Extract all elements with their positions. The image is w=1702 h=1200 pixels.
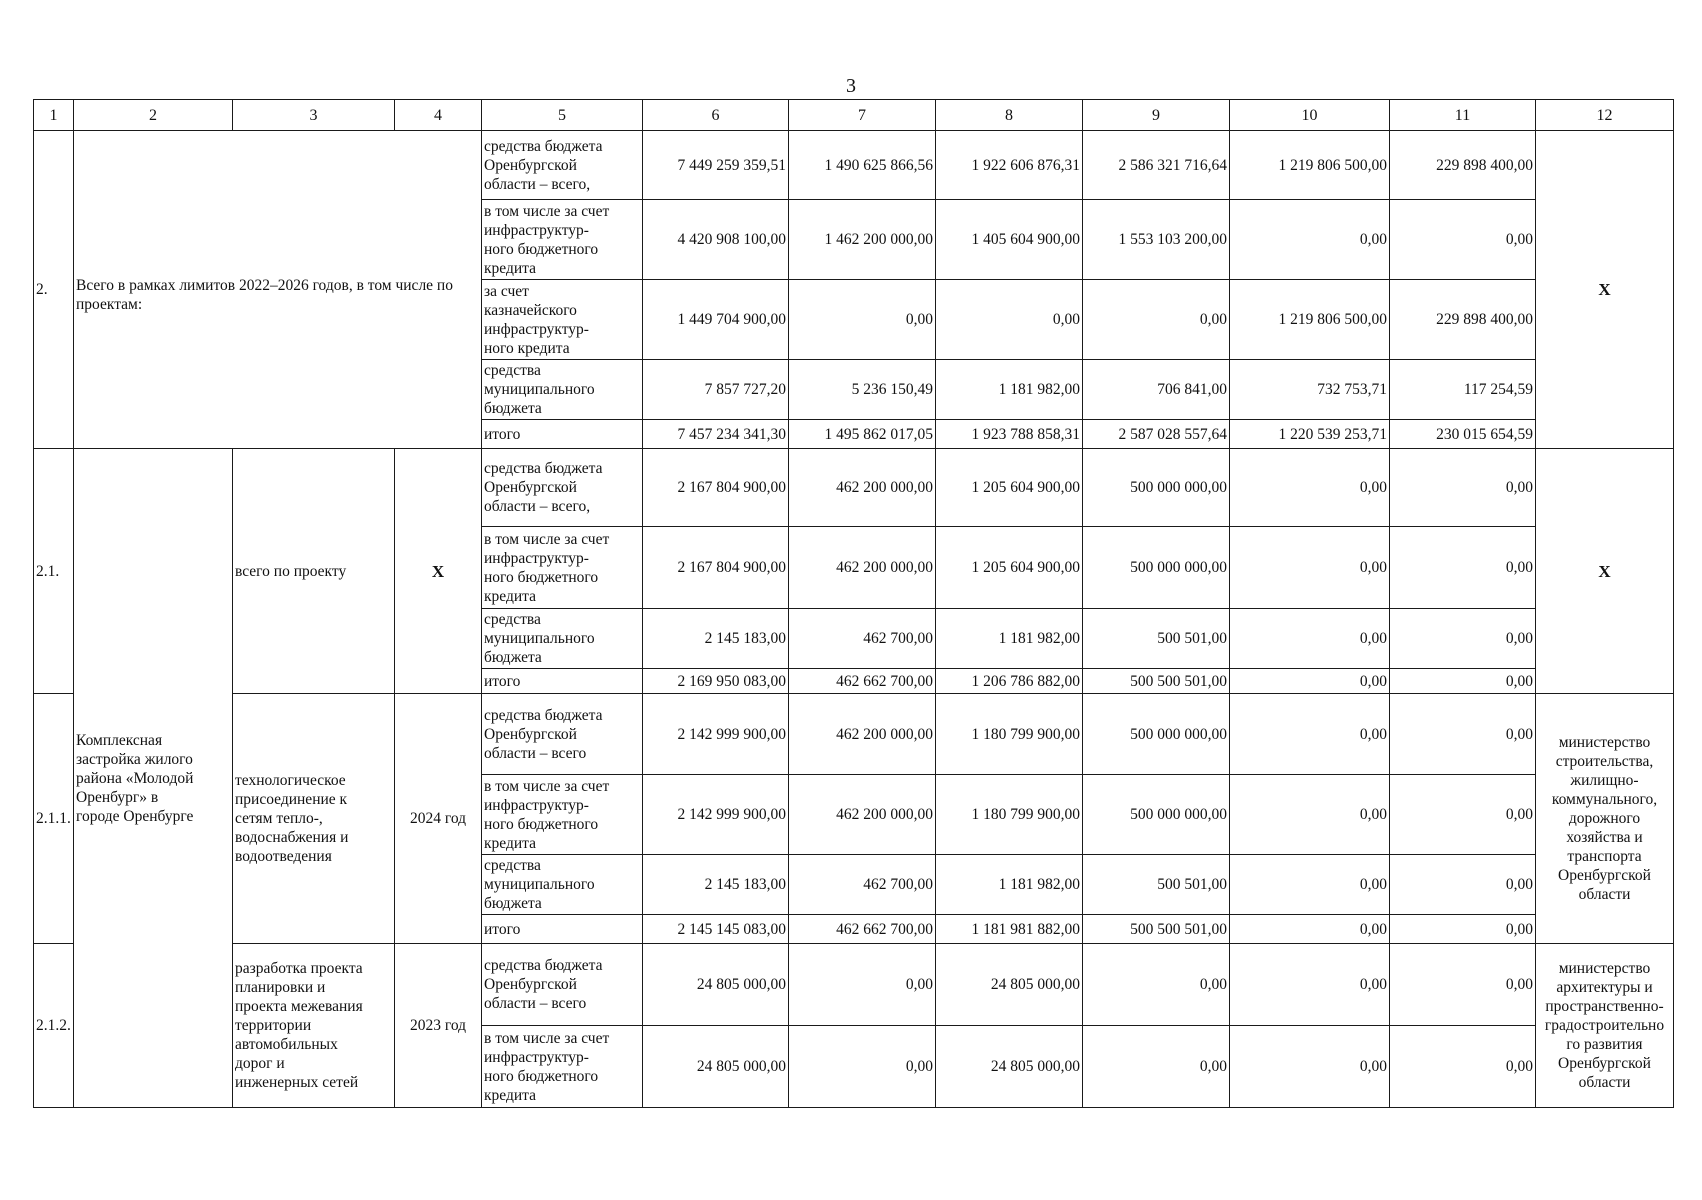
year-cell: 2023 год	[395, 944, 482, 1108]
total-cell: 462 662 700,00	[789, 669, 936, 694]
value-cell: 706 841,00	[1083, 360, 1230, 420]
value-cell: 462 700,00	[789, 855, 936, 915]
header-cell: 5	[482, 100, 643, 131]
value-cell: 500 501,00	[1083, 855, 1230, 915]
total-cell: 1 220 539 253,71	[1230, 420, 1390, 449]
source-label: за счет казначейского инфраструктур- ного кредита	[482, 280, 643, 360]
header-cell: 3	[233, 100, 395, 131]
value-cell: 2 167 804 900,00	[643, 527, 789, 609]
value-cell: 7 449 259 359,51	[643, 131, 789, 200]
value-cell: 1 405 604 900,00	[936, 200, 1083, 280]
total-cell: 500 500 501,00	[1083, 915, 1230, 944]
source-label: в том числе за счет инфраструктур- ного бюджетного кредита	[482, 1026, 643, 1108]
x-mark: X	[1536, 449, 1674, 694]
header-row	[34, 100, 1674, 131]
source-label: средства муниципального бюджета	[482, 609, 643, 669]
value-cell: 0,00	[789, 280, 936, 360]
value-cell: 4 420 908 100,00	[643, 200, 789, 280]
table-row	[34, 131, 1674, 200]
total-cell: 2 587 028 557,64	[1083, 420, 1230, 449]
activity-name: технологическое присоединение к сетям тепло-, водоснабжения и водоотведения	[233, 694, 395, 944]
source-label: средства бюджета Оренбургской области – всего	[482, 694, 643, 775]
value-cell: 0,00	[1230, 855, 1390, 915]
project-name: Комплексная застройка жилого района «Молодой Оренбург» в городе Оренбурге	[74, 449, 233, 1108]
source-label: в том числе за счет инфраструктур- ного бюджетного кредита	[482, 527, 643, 609]
header-cell: 2	[74, 100, 233, 131]
value-cell: 0,00	[1390, 449, 1536, 527]
row-number: 2.1.1.	[34, 694, 74, 944]
total-cell: 1 206 786 882,00	[936, 669, 1083, 694]
source-label: средства бюджета Оренбургской области – всего,	[482, 131, 643, 200]
value-cell: 0,00	[1230, 449, 1390, 527]
total-cell: 230 015 654,59	[1390, 420, 1536, 449]
value-cell: 462 700,00	[789, 609, 936, 669]
value-cell: 1 553 103 200,00	[1083, 200, 1230, 280]
value-cell: 2 145 183,00	[643, 609, 789, 669]
value-cell: 24 805 000,00	[936, 944, 1083, 1026]
value-cell: 0,00	[1230, 527, 1390, 609]
project-scope: всего по проекту	[233, 449, 395, 694]
table-row	[34, 449, 1674, 527]
value-cell: 229 898 400,00	[1390, 280, 1536, 360]
value-cell: 1 490 625 866,56	[789, 131, 936, 200]
value-cell: 1 449 704 900,00	[643, 280, 789, 360]
source-label: итого	[482, 915, 643, 944]
value-cell: 0,00	[1390, 694, 1536, 775]
value-cell: 0,00	[936, 280, 1083, 360]
value-cell: 1 181 982,00	[936, 360, 1083, 420]
value-cell: 500 000 000,00	[1083, 449, 1230, 527]
header-cell: 9	[1083, 100, 1230, 131]
responsible-ministry: министерство строительства, жилищно- коммунального, дорожного хозяйства и транспорта Оренбургской области	[1536, 694, 1674, 944]
responsible-ministry: министерство архитектуры и пространственно- градостроительно го развития Оренбургской области	[1536, 944, 1674, 1108]
row-number: 2.1.2.	[34, 944, 74, 1108]
value-cell: 732 753,71	[1230, 360, 1390, 420]
value-cell: 24 805 000,00	[643, 944, 789, 1026]
value-cell: 24 805 000,00	[936, 1026, 1083, 1108]
x-mark: X	[395, 449, 482, 694]
source-label: в том числе за счет инфраструктур- ного бюджетного кредита	[482, 200, 643, 280]
total-cell: 0,00	[1230, 669, 1390, 694]
value-cell: 1 181 982,00	[936, 855, 1083, 915]
value-cell: 500 000 000,00	[1083, 694, 1230, 775]
value-cell: 0,00	[1390, 1026, 1536, 1108]
total-cell: 500 500 501,00	[1083, 669, 1230, 694]
total-cell: 0,00	[1390, 669, 1536, 694]
value-cell: 0,00	[789, 944, 936, 1026]
value-cell: 0,00	[1390, 200, 1536, 280]
total-cell: 2 145 145 083,00	[643, 915, 789, 944]
value-cell: 0,00	[789, 1026, 936, 1108]
value-cell: 0,00	[1230, 1026, 1390, 1108]
value-cell: 1 180 799 900,00	[936, 775, 1083, 855]
value-cell: 500 000 000,00	[1083, 775, 1230, 855]
value-cell: 7 857 727,20	[643, 360, 789, 420]
value-cell: 2 142 999 900,00	[643, 694, 789, 775]
value-cell: 0,00	[1230, 200, 1390, 280]
budget-table	[33, 99, 1674, 1108]
value-cell: 462 200 000,00	[789, 694, 936, 775]
value-cell: 1 219 806 500,00	[1230, 131, 1390, 200]
value-cell: 0,00	[1390, 775, 1536, 855]
total-cell: 7 457 234 341,30	[643, 420, 789, 449]
source-label: средства муниципального бюджета	[482, 360, 643, 420]
value-cell: 2 586 321 716,64	[1083, 131, 1230, 200]
section-title: Всего в рамках лимитов 2022–2026 годов, в том числе по проектам:	[74, 131, 482, 449]
header-cell: 8	[936, 100, 1083, 131]
source-label: итого	[482, 420, 643, 449]
header-cell: 4	[395, 100, 482, 131]
value-cell: 0,00	[1230, 944, 1390, 1026]
source-label: средства муниципального бюджета	[482, 855, 643, 915]
value-cell: 1 205 604 900,00	[936, 527, 1083, 609]
value-cell: 500 000 000,00	[1083, 527, 1230, 609]
value-cell: 2 167 804 900,00	[643, 449, 789, 527]
value-cell: 1 181 982,00	[936, 609, 1083, 669]
value-cell: 0,00	[1390, 609, 1536, 669]
value-cell: 0,00	[1390, 944, 1536, 1026]
page-number: 3	[846, 75, 856, 97]
source-label: итого	[482, 669, 643, 694]
year-cell: 2024 год	[395, 694, 482, 944]
source-label: в том числе за счет инфраструктур- ного бюджетного кредита	[482, 775, 643, 855]
value-cell: 1 180 799 900,00	[936, 694, 1083, 775]
total-cell: 1 181 981 882,00	[936, 915, 1083, 944]
value-cell: 2 145 183,00	[643, 855, 789, 915]
value-cell: 1 922 606 876,31	[936, 131, 1083, 200]
total-cell: 1 495 862 017,05	[789, 420, 936, 449]
total-cell: 2 169 950 083,00	[643, 669, 789, 694]
value-cell: 24 805 000,00	[643, 1026, 789, 1108]
value-cell: 0,00	[1390, 855, 1536, 915]
source-label: средства бюджета Оренбургской области – всего	[482, 944, 643, 1026]
row-number: 2.1.	[34, 449, 74, 694]
row-number: 2.	[34, 131, 74, 449]
value-cell: 0,00	[1230, 775, 1390, 855]
value-cell: 462 200 000,00	[789, 449, 936, 527]
value-cell: 2 142 999 900,00	[643, 775, 789, 855]
value-cell: 462 200 000,00	[789, 527, 936, 609]
value-cell: 500 501,00	[1083, 609, 1230, 669]
table-row	[34, 944, 1674, 1026]
header-cell: 7	[789, 100, 936, 131]
value-cell: 0,00	[1083, 1026, 1230, 1108]
activity-name: разработка проекта планировки и проекта межевания территории автомобильных дорог и инженерных сетей	[233, 944, 395, 1108]
header-cell: 1	[34, 100, 74, 131]
total-cell: 1 923 788 858,31	[936, 420, 1083, 449]
value-cell: 117 254,59	[1390, 360, 1536, 420]
total-cell: 0,00	[1230, 915, 1390, 944]
header-cell: 10	[1230, 100, 1390, 131]
value-cell: 462 200 000,00	[789, 775, 936, 855]
header-cell: 12	[1536, 100, 1674, 131]
source-label: средства бюджета Оренбургской области – всего,	[482, 449, 643, 527]
header-cell: 6	[643, 100, 789, 131]
value-cell: 0,00	[1083, 280, 1230, 360]
value-cell: 1 205 604 900,00	[936, 449, 1083, 527]
value-cell: 0,00	[1390, 527, 1536, 609]
value-cell: 229 898 400,00	[1390, 131, 1536, 200]
table-row	[34, 694, 1674, 775]
value-cell: 5 236 150,49	[789, 360, 936, 420]
value-cell: 0,00	[1230, 694, 1390, 775]
x-mark: X	[1536, 131, 1674, 449]
total-cell: 462 662 700,00	[789, 915, 936, 944]
value-cell: 1 462 200 000,00	[789, 200, 936, 280]
value-cell: 1 219 806 500,00	[1230, 280, 1390, 360]
total-cell: 0,00	[1390, 915, 1536, 944]
header-cell: 11	[1390, 100, 1536, 131]
value-cell: 0,00	[1230, 609, 1390, 669]
value-cell: 0,00	[1083, 944, 1230, 1026]
